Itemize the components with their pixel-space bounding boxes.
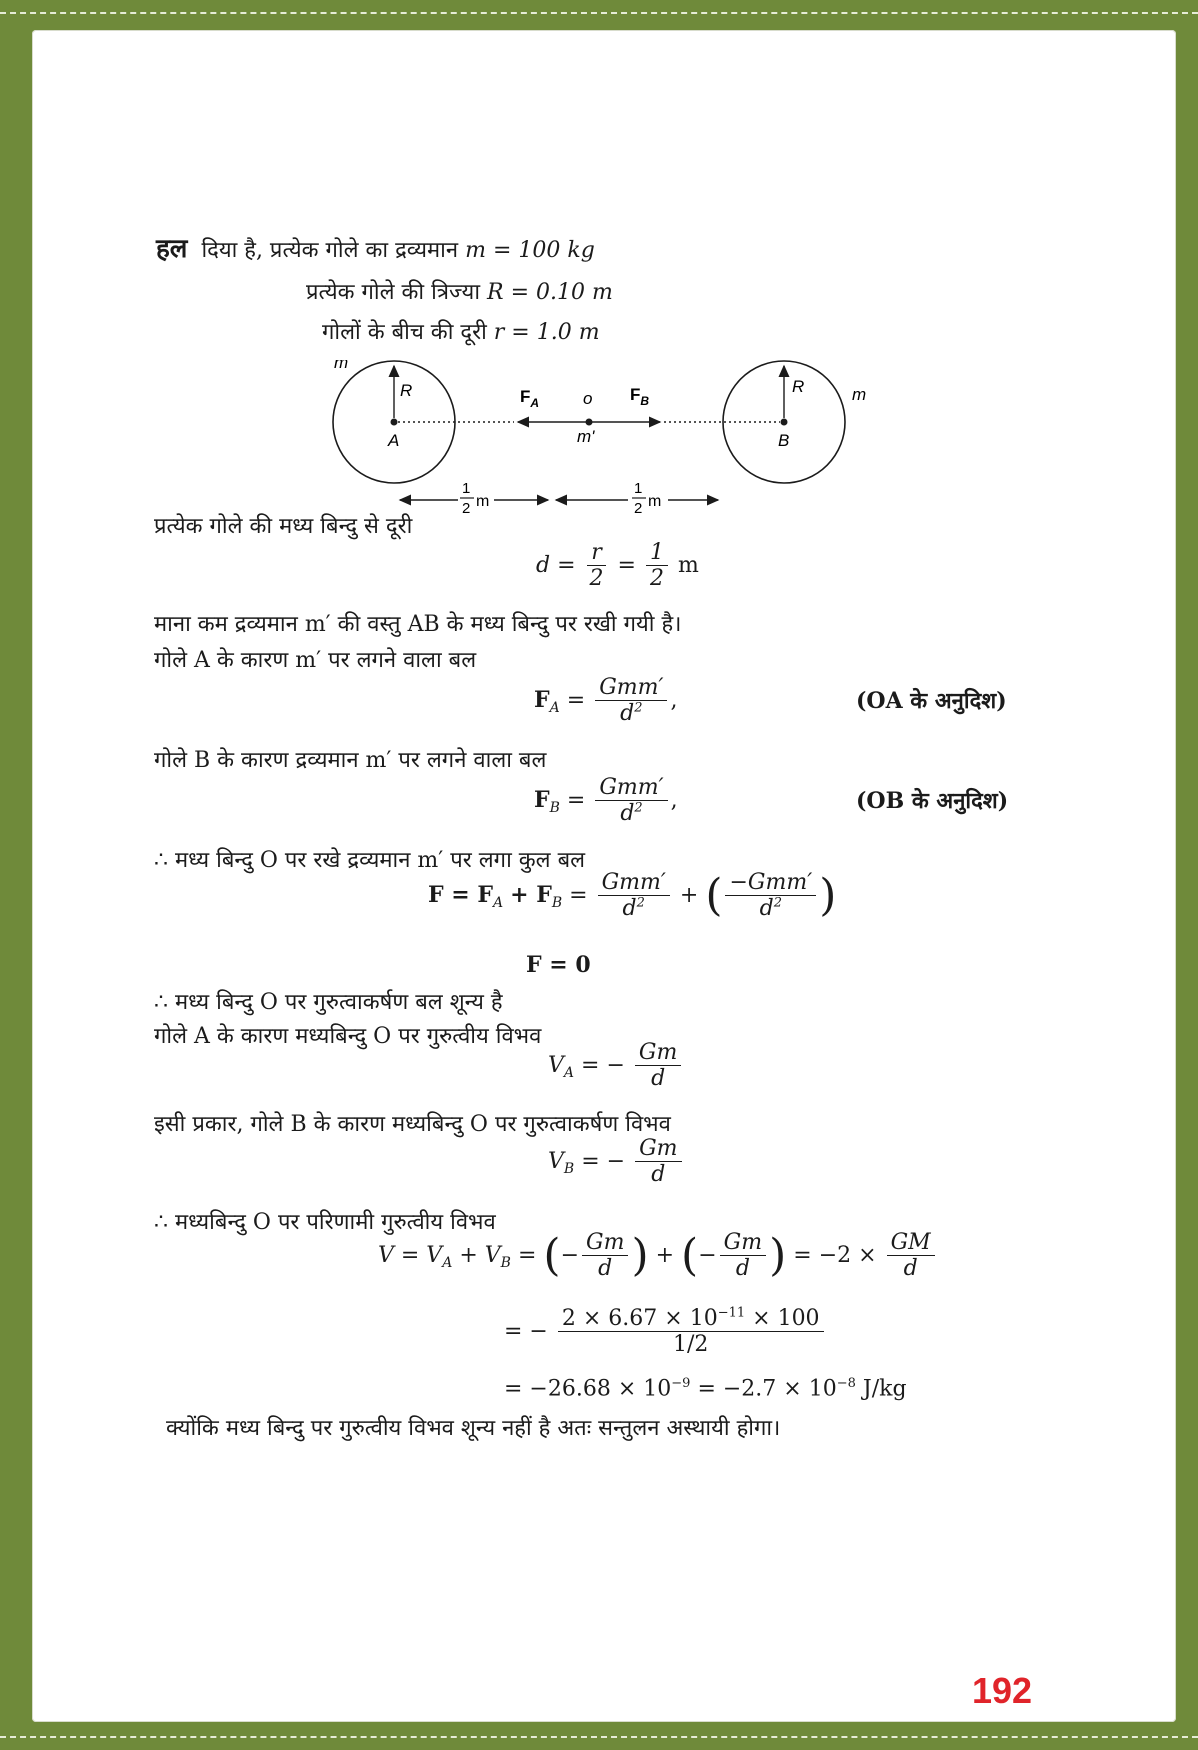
center-a-dot — [391, 419, 398, 426]
label-m-right: m — [852, 385, 867, 404]
given-intro: दिया है, प्रत्येक गोले का द्रव्यमान — [201, 238, 459, 263]
resultant-line: ∴ मध्यबिन्दु O पर परिणामी गुरुत्वीय विभव — [154, 1210, 496, 1235]
final-result: = $-26.68 \times 10^{-9} = -2.7 \times 10^{-8}$ J/kg — [504, 1376, 907, 1402]
potential-b-line: इसी प्रकार, गोले B के कारण मध्यबिन्दु O पर गुरुत्वाकर्षण विभव — [154, 1112, 671, 1137]
fb-equation: $F_B$ = $\frac{\text{Gmm′}}{d^2}$ , — [534, 775, 678, 827]
assume-line: माना कम द्रव्यमान m′ की वस्तु AB के मध्य बिन्दु पर रखी गयी है। — [154, 612, 682, 637]
solution-heading: हल — [156, 234, 188, 264]
label-m-left: m — [334, 360, 349, 372]
label-B: B — [778, 431, 790, 450]
radius-equation: R = 0.10 m — [487, 280, 613, 305]
conclusion-line: क्योंकि मध्य बिन्दु पर गुरुत्वीय विभव शून्य नहीं है अतः सन्तुलन अस्थायी होगा। — [166, 1416, 781, 1441]
top-border — [0, 12, 1198, 14]
potential-a-line: गोले A के कारण मध्यबिन्दु O पर गुरुत्वीय विभव — [154, 1024, 542, 1049]
va-equation: $V_A$ = − $\frac{Gm}{d}$ — [548, 1040, 684, 1092]
fa-direction: (OA के अनुदिश) — [856, 688, 1007, 714]
dim-half-left-unit: m — [476, 493, 490, 510]
numeric-substitution: = − $\frac{2 \times 6.67 \times 10^{-11} \times 100}{1/2}$ — [504, 1306, 827, 1358]
dim-half-left-den: 2 — [462, 500, 471, 517]
label-R-right: R — [792, 377, 805, 396]
dim-half-right-unit: m — [648, 493, 662, 510]
mid-point-dot — [586, 419, 593, 426]
label-R-left: R — [400, 381, 413, 400]
center-b-dot — [781, 419, 788, 426]
two-spheres-diagram — [322, 360, 882, 530]
label-o: o — [583, 389, 593, 408]
dim-half-left-num: 1 — [462, 480, 471, 497]
textbook-page — [32, 30, 1176, 1722]
vb-equation: $V_B$ = − $\frac{Gm}{d}$ — [548, 1136, 685, 1188]
total-force-equation: $F = F_A + F_B$ = $\frac{\text{Gmm′}}{d^2}$ + ( $\frac{\text{−Gmm′}}{d^2}$ ) — [428, 869, 837, 922]
radius-line — [306, 280, 613, 306]
fb-direction: (OB के अनुदिश) — [856, 788, 1009, 814]
mid-distance-line: प्रत्येक गोले की मध्य बिन्दु से दूरी — [154, 514, 413, 539]
given-line — [156, 234, 595, 265]
label-m-prime: m' — [577, 427, 595, 446]
dim-half-right-den: 2 — [634, 500, 643, 517]
total-force-line: ∴ मध्य बिन्दु O पर रखे द्रव्यमान m′ पर लगा कुल बल — [154, 848, 586, 873]
grav-zero-line: ∴ मध्य बिन्दु O पर गुरुत्वाकर्षण बल शून्य है — [154, 990, 503, 1015]
force-a-line: गोले A के कारण m′ पर लगने वाला बल — [154, 648, 477, 673]
page-number: 192 — [972, 1670, 1033, 1711]
d-equation: d = $\frac{r}{2}$ = $\frac{1}{2}$ m — [536, 540, 699, 592]
distance-line — [322, 320, 600, 346]
label-A: A — [388, 431, 400, 450]
mass-equation: m = 100 kg — [465, 238, 595, 263]
resultant-potential-equation: $V = V_A + V_B$ = (− $\frac{Gm}{d}$ ) + (− $\frac{Gm}{d}$ ) = −2 × $\frac{GM}{d}$ — [378, 1230, 938, 1282]
fa-equation: $F_A$ = $\frac{\text{Gmm′}}{d^2}$ , — [534, 675, 678, 727]
radius-label: प्रत्येक गोले की त्रिज्या — [306, 280, 481, 305]
label-FA: $F_A$ — [520, 387, 540, 410]
distance-equation: r = 1.0 m — [493, 320, 600, 345]
bottom-border — [0, 1736, 1198, 1738]
force-zero-equation: F = 0 — [526, 952, 591, 978]
label-FB: $F_B$ — [630, 385, 650, 408]
dim-half-right-num: 1 — [634, 480, 643, 497]
force-b-line: गोले B के कारण द्रव्यमान m′ पर लगने वाला बल — [154, 748, 547, 773]
distance-label: गोलों के बीच की दूरी — [322, 320, 487, 345]
